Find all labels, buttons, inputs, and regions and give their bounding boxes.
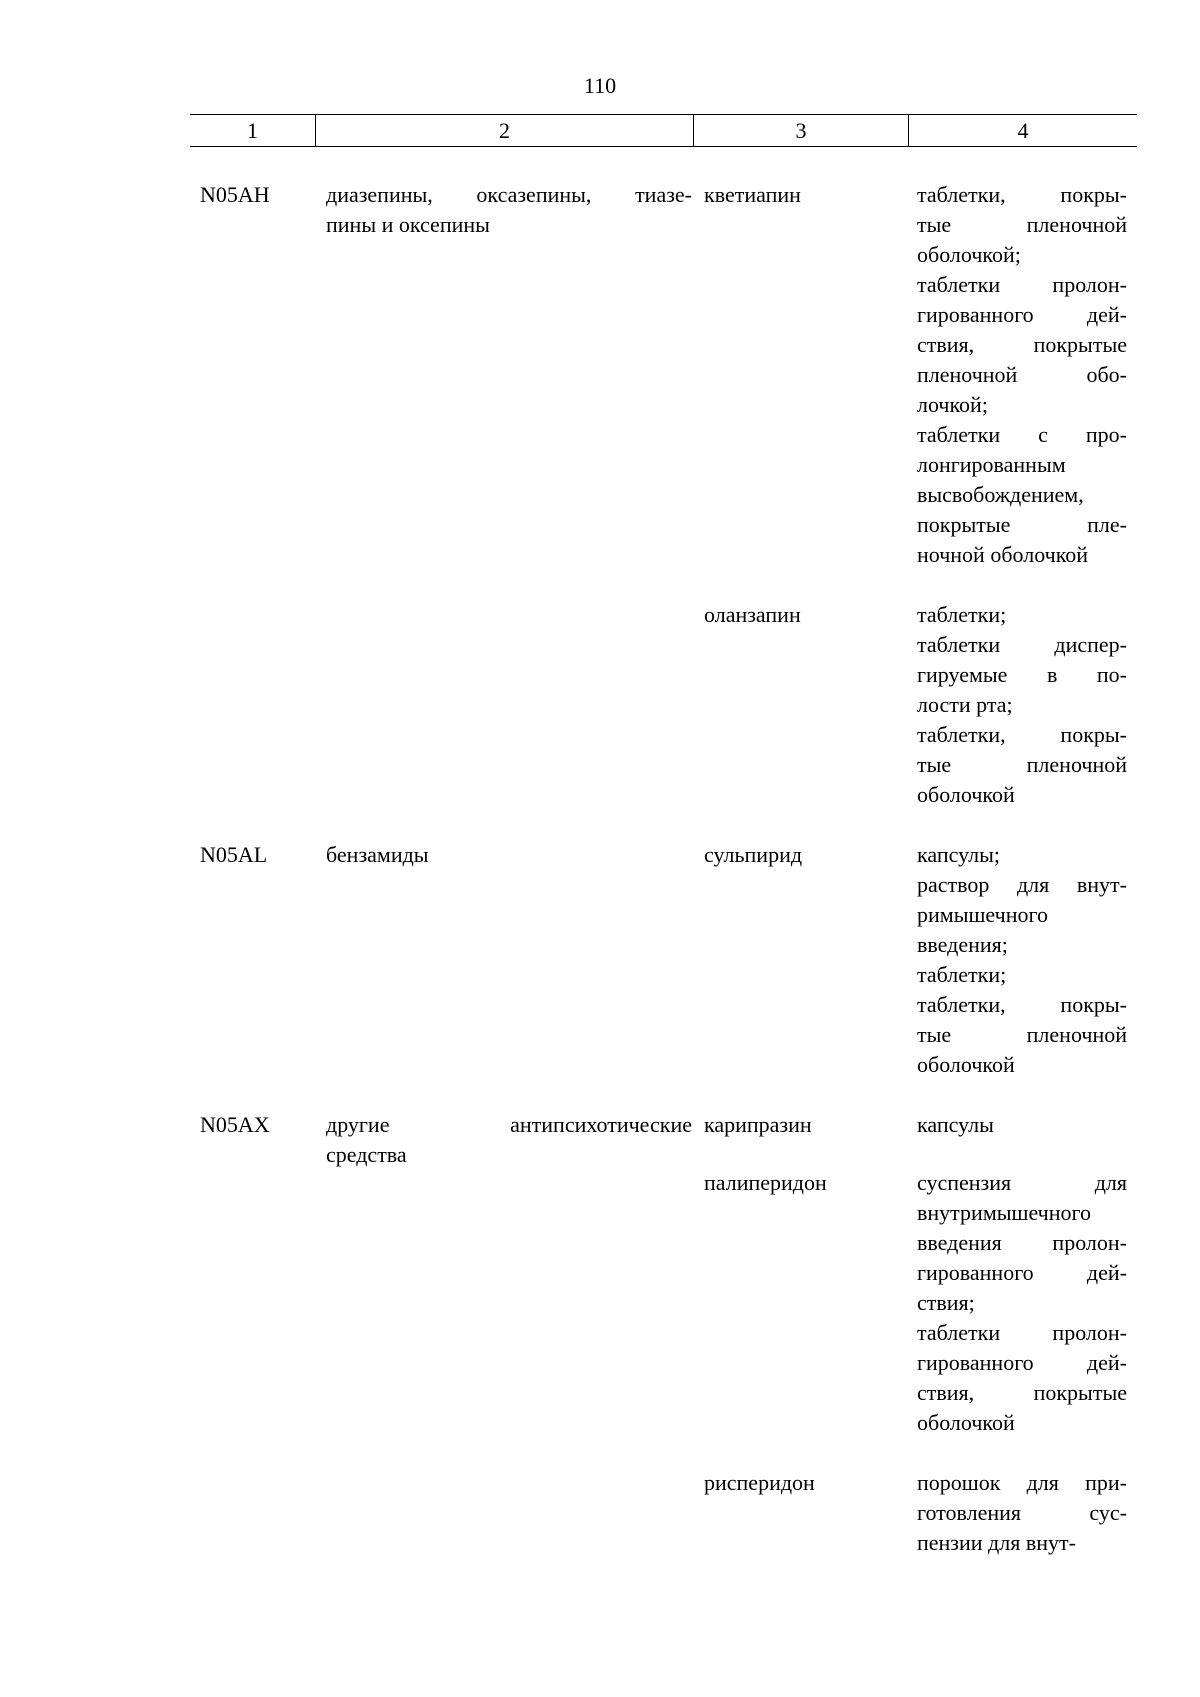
text-line: таблетки с про- bbox=[917, 422, 1127, 447]
column-header-1: 1 bbox=[190, 115, 316, 146]
text-line: гируемые в по- bbox=[917, 662, 1127, 687]
text-line: гированного дей- bbox=[917, 1260, 1127, 1285]
text-line: таблетки; bbox=[917, 962, 1007, 987]
text-line: порошок для при- bbox=[917, 1470, 1127, 1495]
text-line: ствия; bbox=[917, 1290, 975, 1315]
text-line: покрытые пле- bbox=[917, 512, 1127, 537]
dosage-forms bbox=[906, 600, 1137, 810]
text-line: таблетки диспер- bbox=[917, 632, 1127, 657]
drug-name: кветиапин bbox=[704, 182, 801, 207]
drug-name: оланзапин bbox=[704, 602, 801, 627]
text-line: оболочкой bbox=[917, 1410, 1015, 1435]
drug-row bbox=[692, 1168, 1137, 1438]
text-line: тые пленочной bbox=[917, 212, 1127, 237]
drug-name: палиперидон bbox=[704, 1170, 827, 1195]
text-line: таблетки, покры- bbox=[917, 992, 1127, 1017]
text-line: оболочкой bbox=[917, 1052, 1015, 1077]
table-header-row bbox=[190, 114, 1137, 147]
text-line: готовления сус- bbox=[917, 1500, 1127, 1525]
text-line: высвобождением, bbox=[917, 482, 1084, 507]
text-line: лонгированным bbox=[917, 452, 1066, 477]
drug-row bbox=[692, 180, 1137, 570]
table-row bbox=[190, 1110, 1137, 1558]
drug-name: карипразин bbox=[704, 1112, 812, 1137]
table-row bbox=[190, 180, 1137, 810]
table-body bbox=[190, 180, 1137, 1588]
text-line: бензамиды bbox=[326, 842, 429, 867]
atc-group-name bbox=[315, 1110, 692, 1558]
dosage-forms bbox=[906, 1110, 1137, 1140]
page-number: 110 bbox=[583, 73, 617, 98]
column-header-2: 2 bbox=[316, 115, 694, 146]
drug-list bbox=[692, 180, 1137, 810]
text-line: введения; bbox=[917, 932, 1008, 957]
text-line: средства bbox=[326, 1142, 407, 1167]
atc-group-name bbox=[315, 180, 692, 810]
text-line: суспензия для bbox=[917, 1170, 1127, 1195]
drug-list bbox=[692, 840, 1137, 1080]
text-line: таблетки; bbox=[917, 602, 1007, 627]
text-line: пензии для внут- bbox=[917, 1530, 1076, 1555]
text-line: гированного дей- bbox=[917, 1350, 1127, 1375]
text-line: таблетки, покры- bbox=[917, 182, 1127, 207]
table-row bbox=[190, 840, 1137, 1080]
atc-code: N05AH bbox=[200, 182, 270, 207]
drug-list bbox=[692, 1110, 1137, 1558]
text-line: лочкой; bbox=[917, 392, 988, 417]
text-line: введения пролон- bbox=[917, 1230, 1127, 1255]
drug-row bbox=[692, 600, 1137, 810]
column-header-3: 3 bbox=[694, 115, 909, 146]
atc-code: N05AX bbox=[200, 1112, 270, 1137]
text-line: тые пленочной bbox=[917, 752, 1127, 777]
text-line: другие антипсихотические bbox=[326, 1112, 692, 1137]
text-line: диазепины, оксазепины, тиазе- bbox=[326, 182, 692, 207]
text-line: гированного дей- bbox=[917, 302, 1127, 327]
text-line: ночной оболочкой bbox=[917, 542, 1089, 567]
dosage-forms bbox=[906, 180, 1137, 570]
text-line: лости рта; bbox=[917, 692, 1013, 717]
drug-row bbox=[692, 1110, 1137, 1140]
dosage-forms bbox=[906, 1468, 1137, 1558]
text-line: пины и оксепины bbox=[326, 212, 490, 237]
text-line: римышечного bbox=[917, 902, 1048, 927]
dosage-forms bbox=[906, 840, 1137, 1080]
text-line: таблетки, покры- bbox=[917, 722, 1127, 747]
drug-name: сульпирид bbox=[704, 842, 803, 867]
text-line: тые пленочной bbox=[917, 1022, 1127, 1047]
text-line: ствия, покрытые bbox=[917, 332, 1127, 357]
drug-row bbox=[692, 840, 1137, 1080]
drug-row bbox=[692, 1468, 1137, 1558]
text-line: ствия, покрытые bbox=[917, 1380, 1127, 1405]
text-line: пленочной обо- bbox=[917, 362, 1127, 387]
text-line: внутримышечного bbox=[917, 1200, 1091, 1225]
text-line: капсулы; bbox=[917, 842, 1000, 867]
atc-group-name bbox=[315, 840, 692, 1080]
text-line: оболочкой bbox=[917, 782, 1015, 807]
text-line: оболочкой; bbox=[917, 242, 1021, 267]
drug-name: рисперидон bbox=[704, 1470, 815, 1495]
text-line: таблетки пролон- bbox=[917, 1320, 1127, 1345]
text-line: таблетки пролон- bbox=[917, 272, 1127, 297]
dosage-forms bbox=[906, 1168, 1137, 1438]
text-line: раствор для внут- bbox=[917, 872, 1127, 897]
column-header-4: 4 bbox=[1017, 118, 1029, 143]
atc-code: N05AL bbox=[200, 842, 268, 867]
text-line: капсулы bbox=[917, 1112, 994, 1137]
